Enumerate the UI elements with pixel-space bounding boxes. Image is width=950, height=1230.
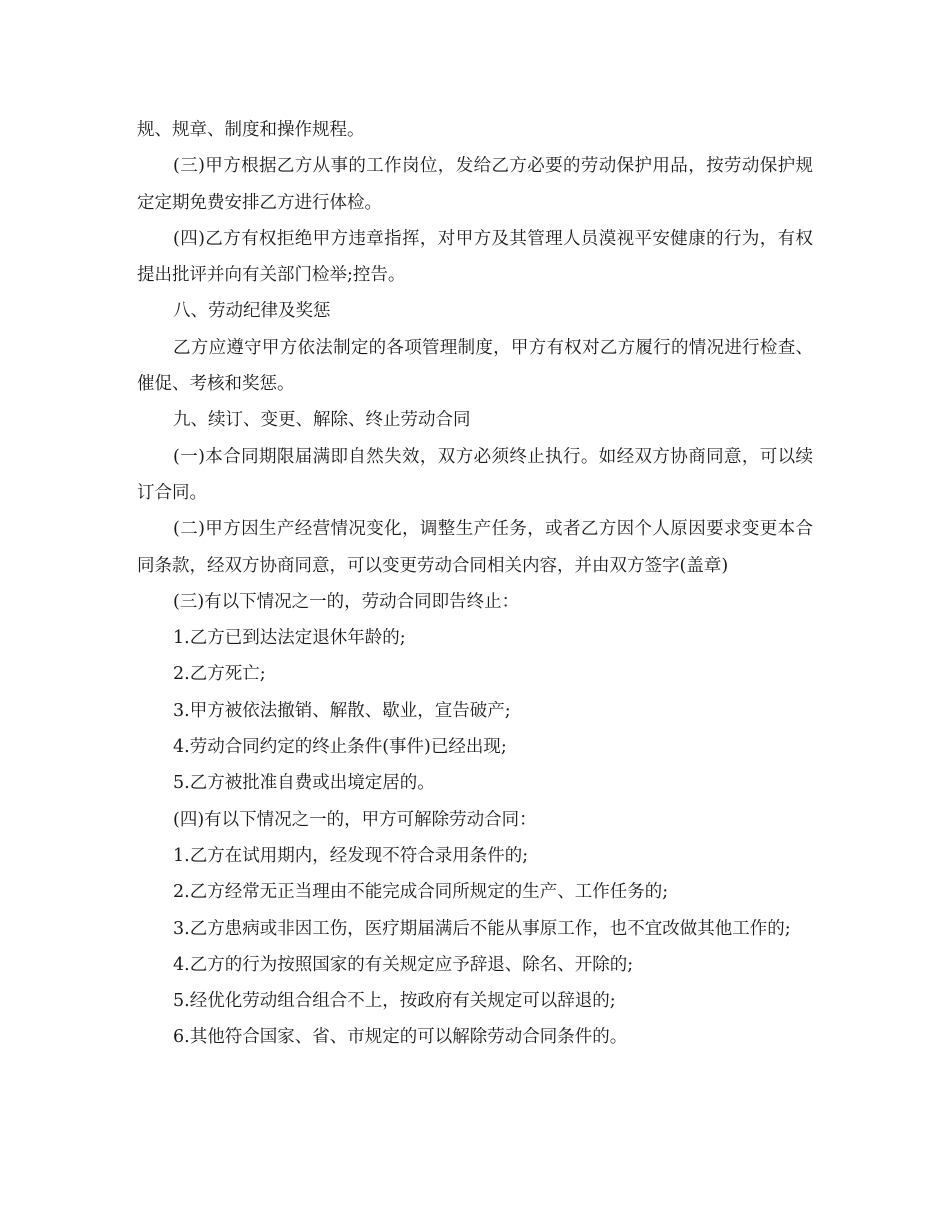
list-item-termination-2: 2.乙方死亡; xyxy=(173,664,266,685)
list-item-termination-1: 1.乙方已到达法定退休年龄的; xyxy=(173,628,406,649)
paragraph-clause-4: (四)乙方有权拒绝甲方违章指挥，对甲方及其管理人员漠视平安健康的行为，有权提出批评并向有关部门检举;控告。 xyxy=(137,228,813,286)
paragraph-discipline: 乙方应遵守甲方依法制定的各项管理制度，甲方有权对乙方履行的情况进行检查、催促、考核和奖惩。 xyxy=(137,337,813,395)
list-item-dissolution-5: 5.经优化劳动组合组合不上，按政府有关规定可以辞退的; xyxy=(173,991,616,1012)
list-item-dissolution-4: 4.乙方的行为按照国家的有关规定应予辞退、除名、开除的; xyxy=(173,954,634,975)
list-item-termination-5: 5.乙方被批准自费或出境定居的。 xyxy=(173,773,435,794)
paragraph-termination-3: (三)有以下情况之一的，劳动合同即告终止： xyxy=(173,591,520,612)
list-item-dissolution-6: 6.其他符合国家、省、市规定的可以解除劳动合同条件的。 xyxy=(173,1027,628,1048)
paragraph-continuation: 规、规章、制度和操作规程。 xyxy=(137,120,365,140)
section-heading-9: 九、续订、变更、解除、终止劳动合同 xyxy=(173,410,471,431)
list-item-termination-3: 3.甲方被依法撤销、解散、歇业，宣告破产; xyxy=(173,700,511,721)
document-body xyxy=(137,112,813,1056)
paragraph-renewal-1: (一)本合同期限届满即自然失效，双方必须终止执行。如经双方协商同意，可以续订合同。 xyxy=(137,446,813,503)
paragraph-dissolution-4: (四)有以下情况之一的，甲方可解除劳动合同： xyxy=(173,809,537,830)
list-item-dissolution-3: 3.乙方患病或非因工伤，医疗期届满后不能从事原工作，也不宜改做其他工作的; xyxy=(173,918,791,939)
section-heading-8: 八、劳动纪律及奖惩 xyxy=(173,301,331,322)
list-item-termination-4: 4.劳动合同约定的终止条件(事件)已经出现; xyxy=(173,737,507,758)
paragraph-change-2: (二)甲方因生产经营情况变化，调整生产任务，或者乙方因个人原因要求变更本合同条款，经双方协商同意，可以变更劳动合同相关内容，并由双方签字(盖章) xyxy=(137,519,813,576)
list-item-dissolution-1: 1.乙方在试用期内，经发现不符合录用条件的; xyxy=(173,845,529,866)
list-item-dissolution-2: 2.乙方经常无正当理由不能完成合同所规定的生产、工作任务的; xyxy=(173,882,669,903)
paragraph-clause-3: (三)甲方根据乙方从事的工作岗位，发给乙方必要的劳动保护用品，按劳动保护规定定期免费安排乙方进行体检。 xyxy=(137,156,813,213)
